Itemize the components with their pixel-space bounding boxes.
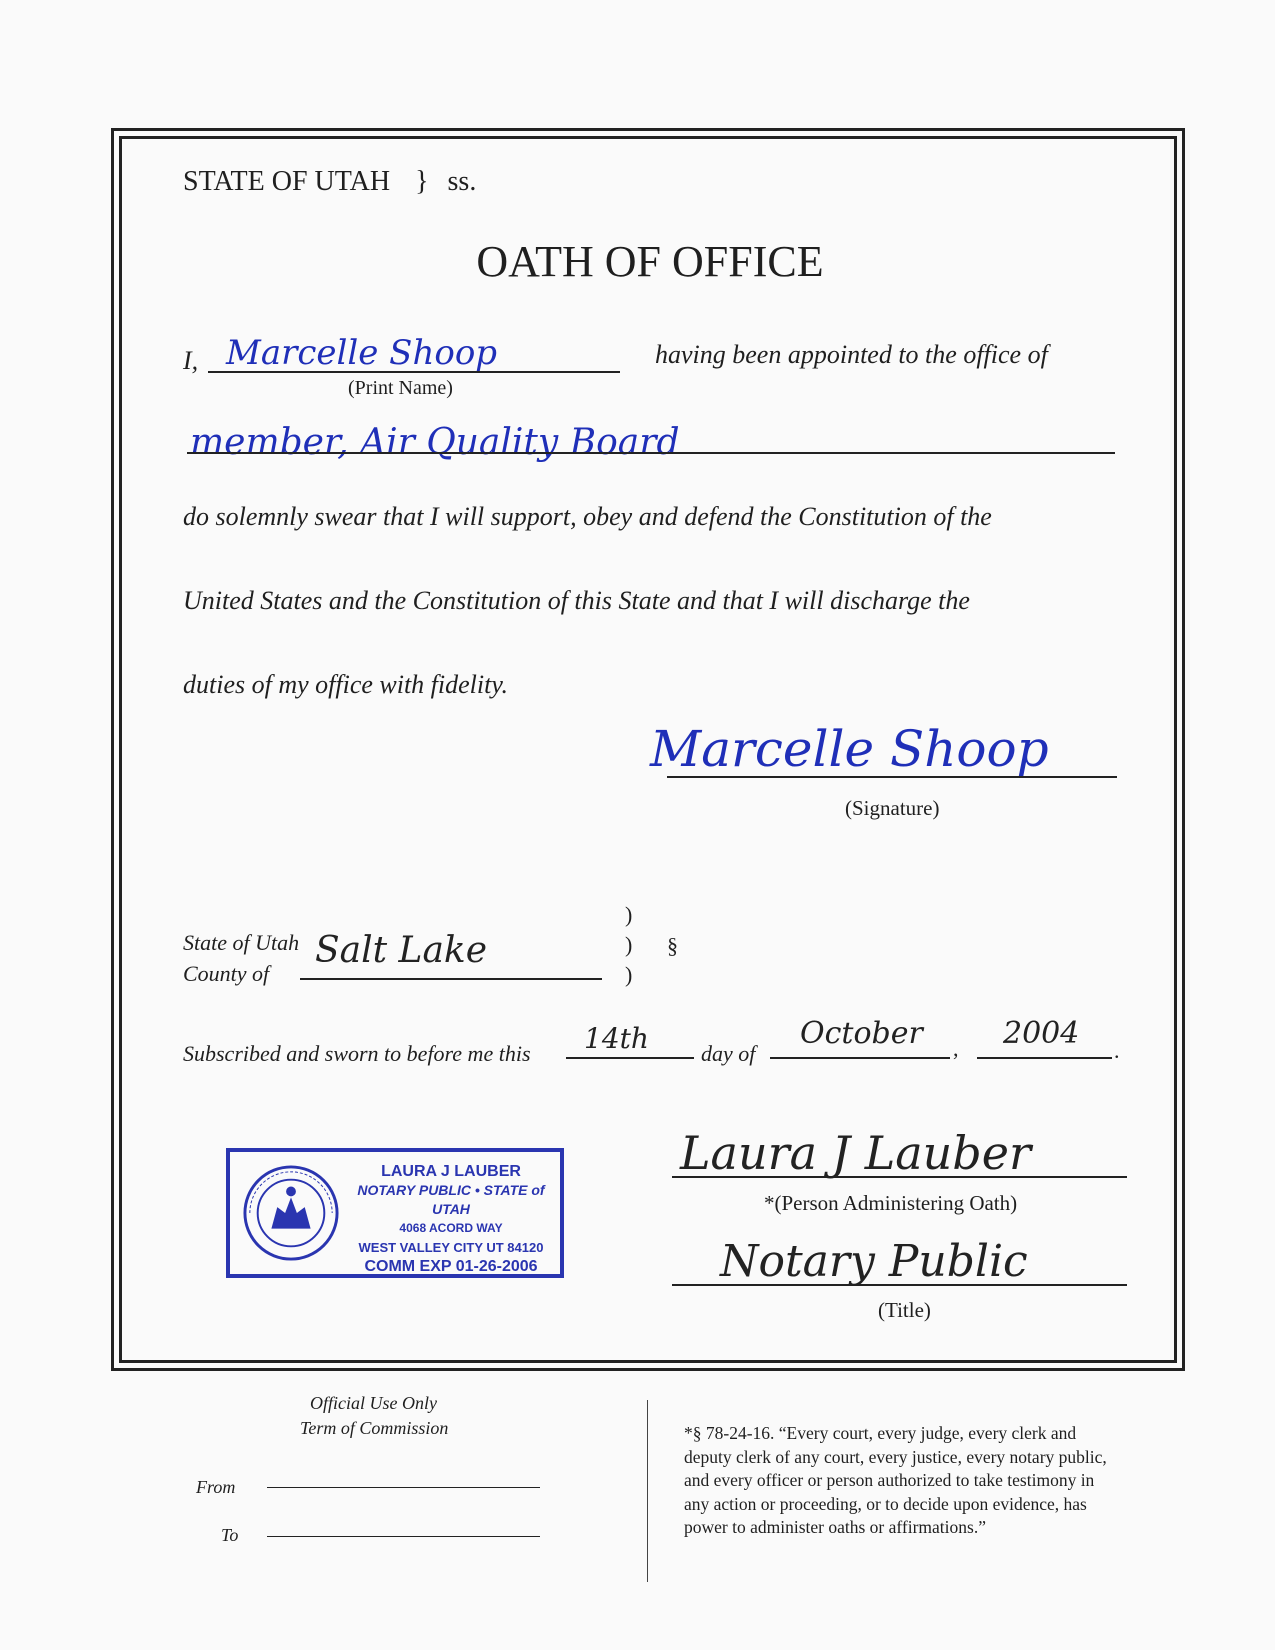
state-seal-icon <box>242 1164 340 1262</box>
administrator-line <box>672 1176 1127 1178</box>
administrator-label: *(Person Administering Oath) <box>764 1191 1018 1215</box>
year-line <box>977 1057 1112 1059</box>
month-line <box>770 1057 950 1059</box>
administrator-signature: Laura J Lauber <box>680 1126 1031 1180</box>
month-handwritten: October <box>800 1016 923 1051</box>
county-line <box>300 978 602 980</box>
signature-handwritten: Marcelle Shoop <box>650 720 1049 778</box>
venue-state-label: State of Utah <box>183 930 300 955</box>
stamp-expiry: COMM EXP 01-26-2006 <box>364 1258 538 1275</box>
print-name-label: (Print Name) <box>348 377 453 399</box>
footer-divider <box>647 1400 648 1582</box>
stamp-name: LAURA J LAUBER <box>381 1163 521 1180</box>
office-handwritten: member, Air Quality Board <box>190 422 680 463</box>
sworn-prefix: Subscribed and sworn to before me this <box>183 1041 531 1066</box>
day-line <box>566 1057 694 1059</box>
i-prefix: I, <box>183 346 199 375</box>
state-heading <box>183 166 476 198</box>
oath-text-line-3: duties of my office with fidelity. <box>183 670 508 699</box>
signature-label: (Signature) <box>845 796 940 820</box>
to-label: To <box>221 1525 239 1545</box>
year-handwritten: 2004 <box>1003 1016 1080 1051</box>
stamp-text <box>340 1162 562 1276</box>
term-label: Term of Commission <box>300 1418 449 1438</box>
venue-county-label: County of <box>183 961 270 986</box>
to-field[interactable] <box>267 1536 540 1537</box>
venue-paren-3: ) <box>625 962 633 987</box>
date-comma: , <box>953 1036 959 1061</box>
venue-paren-1: ) <box>625 902 633 927</box>
statute-line-1: *§ 78-24-16. “Every court, every judge, every clerk and <box>684 1423 1077 1443</box>
stamp-title: NOTARY PUBLIC • STATE of UTAH <box>357 1182 545 1217</box>
title-handwritten: Notary Public <box>720 1236 1028 1287</box>
oath-text-line-2: United States and the Constitution of this State and that I will discharge the <box>183 586 970 615</box>
from-field[interactable] <box>267 1487 540 1488</box>
title-label: (Title) <box>878 1298 931 1322</box>
stamp-address: 4068 ACORD WAY <box>399 1221 503 1235</box>
oath-text-line-1: do solemnly swear that I will support, obey and defend the Constitution of the <box>183 502 992 531</box>
from-label: From <box>196 1477 236 1497</box>
county-handwritten: Salt Lake <box>315 930 488 971</box>
ss-label: ss. <box>447 166 477 197</box>
signature-line <box>667 776 1117 778</box>
appointed-text: having been appointed to the office of <box>655 340 1048 369</box>
date-period: . <box>1114 1038 1120 1063</box>
name-line <box>208 371 620 373</box>
page-title: OATH OF OFFICE <box>476 237 824 286</box>
section-symbol: § <box>667 933 678 958</box>
notary-stamp <box>226 1148 564 1278</box>
statute-line-2: deputy clerk of any court, every justice, every notary public, <box>684 1446 1107 1467</box>
statute-line-4: any action or proceeding, or to decide upon evidence, has <box>684 1493 1087 1514</box>
name-handwritten: Marcelle Shoop <box>226 333 498 373</box>
venue-paren-2: ) <box>625 932 633 957</box>
stamp-city: WEST VALLEY CITY UT 84120 <box>358 1240 544 1255</box>
statute-text <box>684 1422 1107 1540</box>
office-line <box>187 452 1115 454</box>
statute-line-5: power to administer oaths or affirmations.” <box>684 1517 986 1537</box>
statute-line-3: and every officer or person authorized to take testimony in <box>684 1470 1095 1490</box>
title-line <box>672 1284 1127 1286</box>
state-label: STATE OF UTAH <box>183 166 391 197</box>
day-of-label: day of <box>701 1041 756 1066</box>
brace: } <box>415 166 429 197</box>
official-use-label: Official Use Only <box>310 1393 437 1413</box>
day-handwritten: 14th <box>584 1022 649 1055</box>
